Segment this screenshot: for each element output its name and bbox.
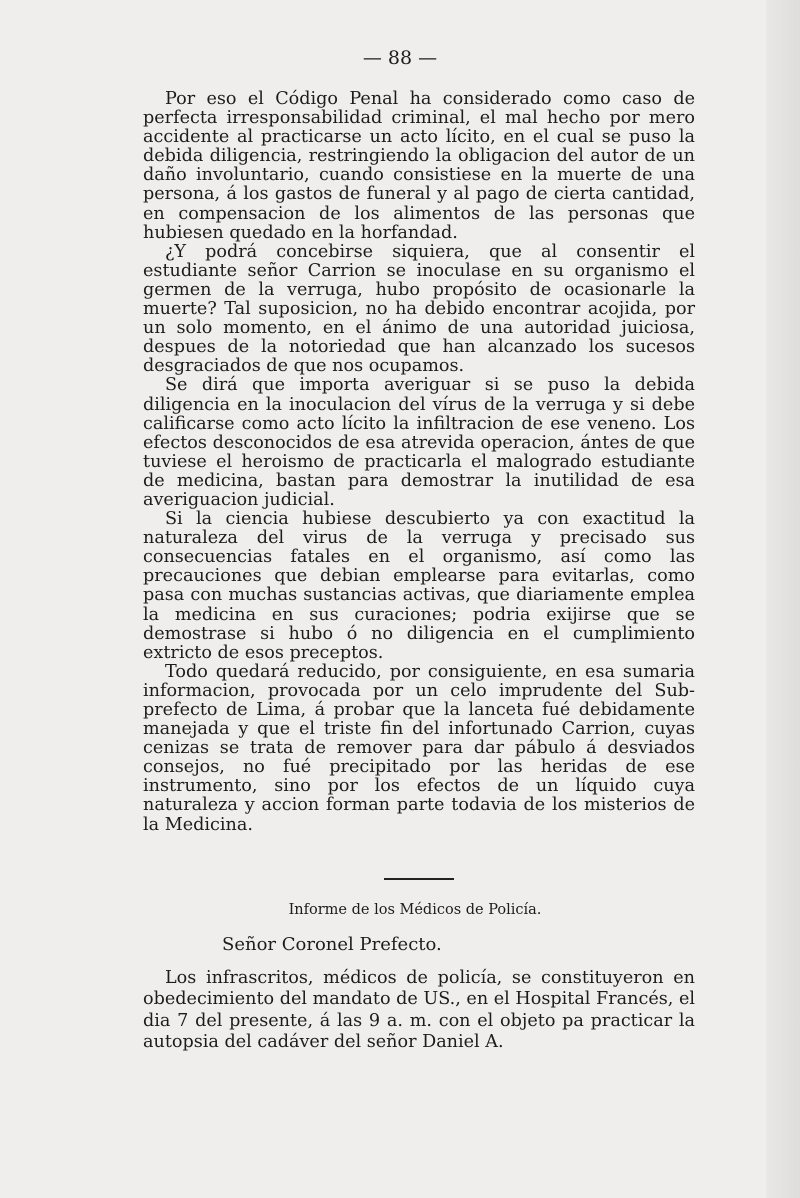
paragraph-4: Si la ciencia hubiese descubierto ya con exactitud la naturaleza del virus de la verruga y precisado sus consecuencias fatales en el organismo, así como las precauciones que debian emplearse para evitarlas, como pasa con muchas sustancias activas, que diariamente emplea la medicina en sus curaciones; podria exijirse que se demostrase si hubo ó no diligencia en el cumplimiento extricto de esos preceptos. (143, 509, 695, 663)
paragraph-3: Se dirá que importa averiguar si se puso la debida diligencia en la inoculacion del vírus de la verruga y si debe calificarse como acto lícito la infiltracion de ese veneno. Los efectos desconocidos de esa atrevida operacion, ántes de que tuviese el heroismo de practicarla el malogrado estudiante de medicina, bastan para demostrar la inutilidad de esa averiguacion judicial. (143, 375, 695, 510)
paragraph-1: Por eso el Código Penal ha considerado como caso de perfecta irresponsabilidad criminal, el mal hecho por mero accidente al practicarse un acto lícito, en el cual se puso la debida diligencia, restringiendo la obligacion del autor de un daño involuntario, cuando consistiese en la muerte de una persona, á los gastos de funeral y al pago de cierta cantidad, en compensacion de los alimentos de las personas que hubiesen quedado en la horfandad. (143, 89, 695, 243)
salutation: Señor Coronel Prefecto. (222, 934, 442, 955)
page-number: — 88 — (362, 47, 438, 69)
section-divider (384, 878, 454, 880)
paragraph-2: ¿Y podrá concebirse siquiera, que al consentir el estudiante señor Carrion se inoculase en su organismo el germen de la verruga, hubo propósito de ocasionarle la muerte? Tal suposicion, no ha debido encontrar acojida, por un solo momento, en el ánimo de una autoridad juiciosa, despues de la notoriedad que han alcanzado los sucesos desgraciados de que nos ocupamos. (143, 241, 695, 377)
report-paragraph: Los infrascritos, médicos de policía, se constituyeron en obedecimiento del mandato de US., en el Hospital Francés, el dia 7 del presente, á las 9 a. m. con el objeto pa practicar la autopsia del cadáver del señor Daniel A. (143, 968, 695, 1052)
paragraph-5: Todo quedará reducido, por consiguiente, en esa sumaria informacion, provocada por un celo imprudente del Sub-prefecto de Lima, á probar que la lanceta fué debidamente manejada y que el triste fin del infortunado Carrion, cuyas cenizas se trata de remover para dar pábulo á desviados consejos, no fué precipitado por las heridas de ese instrumento, sino por los efectos de un líquido cuya naturaleza y accion forman parte todavia de los misterios de la Medicina. (143, 661, 695, 835)
body-text (143, 90, 695, 835)
page-edge-shadow (766, 0, 800, 1198)
report-text (143, 968, 695, 1053)
section-heading: Informe de los Médicos de Policía. (288, 902, 542, 918)
